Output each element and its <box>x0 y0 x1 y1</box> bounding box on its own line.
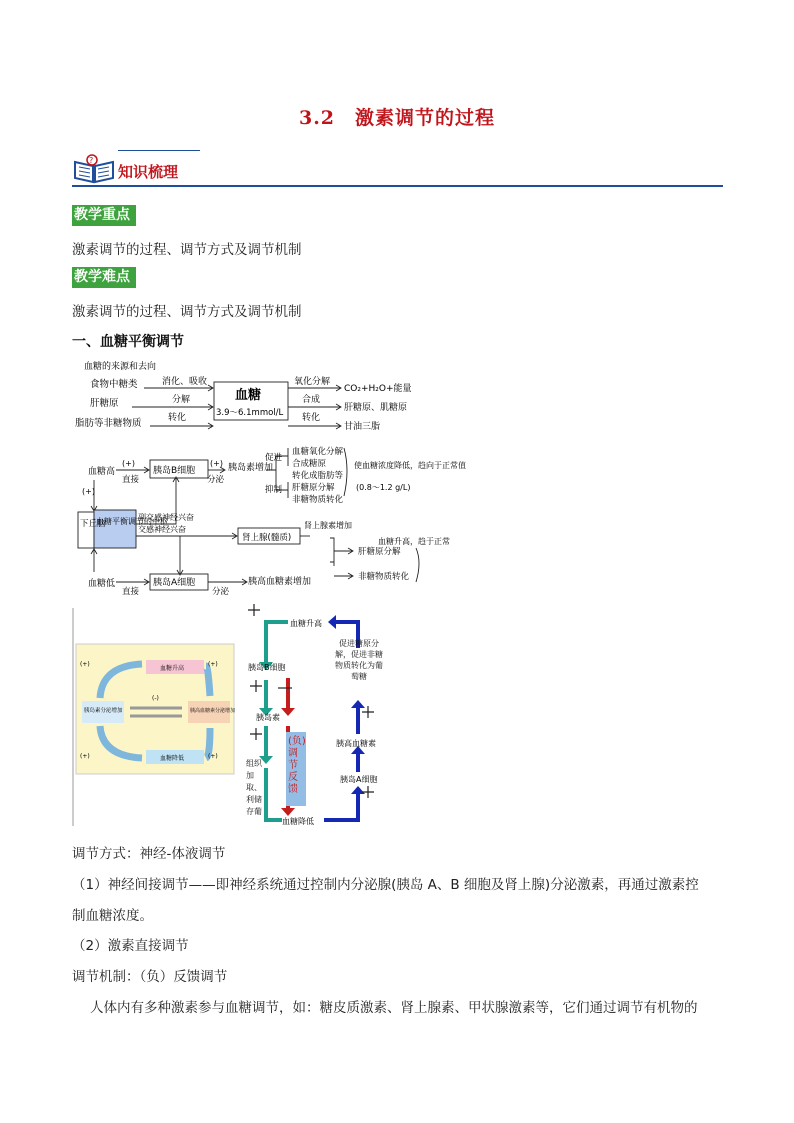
d4-top: 血糖升高 <box>290 619 322 628</box>
d2-alpha: 胰岛A细胞 <box>153 578 196 588</box>
d1-src-0: 食物中糖类 <box>90 379 138 390</box>
d1-header: 血糖的来源和去向 <box>84 362 157 372</box>
d2-ii-1: 非糖物质转化 <box>292 495 344 505</box>
svg-text:?: ? <box>89 156 94 165</box>
d3-minus: (-) <box>152 695 159 702</box>
d2-plus-3: (+) <box>82 487 95 496</box>
d2-direct-1: 直接 <box>122 475 140 485</box>
d2-glucagon: 胰高血糖素增加 <box>248 577 312 587</box>
d2-adrenal: 肾上腺(髓质) <box>242 533 292 543</box>
d2-sym: 交感神经兴奋 <box>138 525 186 534</box>
d1-range: 3.9～6.1mmol/L <box>216 408 284 418</box>
d2-plus-1: (+) <box>122 459 135 468</box>
key-point-tag: 教学重点 <box>72 205 136 226</box>
d4-right-text: 促进糖原分解，促进非糖物质转化为葡萄糖 <box>335 639 383 681</box>
d2-inhibit: 抑制 <box>265 485 283 495</box>
d3-plus-1: (+) <box>80 661 90 668</box>
d3-plus-2: (+) <box>208 661 218 668</box>
d2-high: 血糖高 <box>88 467 116 477</box>
d1-out-proc-0: 氧化分解 <box>294 377 331 387</box>
regulation-mode: 调节方式：神经-体液调节 <box>72 846 226 862</box>
d2-pi-1: 合成糖原 <box>292 459 327 469</box>
section-rule-top <box>118 150 200 151</box>
d2-parasym: 副交感神经兴奋 <box>138 513 194 522</box>
paragraph-1a: （1）神经间接调节——即神经系统通过控制内分泌腺(胰岛 A、B 细胞及肾上腺)分泌激素，再通过激素控 <box>72 877 699 893</box>
key-point-text: 激素调节的过程、调节方式及调节机制 <box>72 242 302 258</box>
section-rule <box>72 185 723 187</box>
d1-src-1: 肝糖原 <box>90 398 119 409</box>
d3-plus-3: (+) <box>80 753 90 760</box>
regulation-mechanism: 调节机制：（负）反馈调节 <box>72 969 228 985</box>
d2-low: 血糖低 <box>88 579 116 589</box>
d2-result-down: 使血糖浓度降低，趋向于正常值 <box>354 461 466 470</box>
heading-glucose-regulation: 一、血糖平衡调节 <box>72 334 184 350</box>
d3-plus-4: (+) <box>208 753 218 760</box>
d4-glucagon: 胰高血糖素 <box>336 739 376 748</box>
d2-promote: 促进 <box>265 453 283 463</box>
book-icon <box>72 154 116 188</box>
difficult-point-text: 激素调节的过程、调节方式及调节机制 <box>72 304 302 320</box>
d4-left-text: 组织加取、利储存葡 <box>246 759 262 816</box>
d4-alpha: 胰岛A细胞 <box>340 775 378 784</box>
difficult-point-tag: 教学难点 <box>72 267 136 288</box>
paragraph-3: 人体内有多种激素参与血糖调节，如：糖皮质激素、肾上腺素、甲状腺激素等，它们通过调节有机物的 <box>90 1000 698 1016</box>
d2-pi-2: 转化成脂肪等 <box>292 471 344 481</box>
d2-range: (0.8～1.2 g/L) <box>356 483 411 492</box>
d3-fall: 血糖降低 <box>160 755 185 762</box>
d1-center: 血糖 <box>235 388 262 403</box>
d2-hypothalamus: 下丘脑 <box>80 519 106 529</box>
d2-ii-0: 肝糖原分解 <box>292 483 335 493</box>
section-title: 知识梳理 <box>118 163 179 181</box>
d1-out-2: 甘油三脂 <box>344 422 381 432</box>
d1-out-proc-2: 转化 <box>302 413 321 423</box>
d1-src-2: 脂肪等非糖物质 <box>75 418 142 429</box>
d2-center: 血糖平衡调节的中枢 <box>96 517 168 526</box>
d3-glucagon: 胰高血糖素分泌增加 <box>190 708 236 714</box>
d2-beta: 胰岛B细胞 <box>153 466 196 476</box>
d4-bottom: 血糖降低 <box>282 817 314 826</box>
d1-out-proc-1: 合成 <box>302 395 321 405</box>
d4-feedback: (负)调节反馈 <box>288 736 306 795</box>
d4-insulin: 胰岛素 <box>256 713 280 722</box>
d2-secrete-1: 分泌 <box>207 475 225 485</box>
d2-direct-2: 直接 <box>122 587 140 597</box>
d2-insulin: 胰岛素增加 <box>228 463 274 473</box>
glucose-source-fate-diagram <box>72 356 422 434</box>
d2-secrete-2: 分泌 <box>212 587 230 597</box>
d2-p2-1: 非糖物质转化 <box>358 572 410 582</box>
glucose-cycle-figure <box>72 608 240 828</box>
d2-p2-0: 肝糖原分解 <box>358 547 401 557</box>
d1-proc-2: 转化 <box>168 413 187 423</box>
d1-proc-0: 消化、吸收 <box>162 377 208 387</box>
d4-beta: 胰岛B细胞 <box>248 663 286 672</box>
d3-insulin: 胰岛素分泌增加 <box>84 708 123 714</box>
d3-rise: 血糖升高 <box>160 665 185 672</box>
feedback-figure <box>244 608 394 830</box>
d1-out-0: CO₂+H₂O+能量 <box>344 384 412 394</box>
d2-result-up: 血糖升高，趋于正常 <box>378 537 450 546</box>
paragraph-2: （2）激素直接调节 <box>72 938 189 954</box>
d2-pi-0: 血糖氧化分解 <box>292 447 344 457</box>
d2-plus-2: (+) <box>210 459 223 468</box>
paragraph-1b: 制血糖浓度。 <box>72 908 153 924</box>
d1-out-1: 肝糖原、肌糖原 <box>344 403 408 413</box>
neuro-humoral-diagram <box>72 444 466 602</box>
d2-adrenaline: 肾上腺素增加 <box>304 521 352 530</box>
page-title: 3.2 激素调节的过程 <box>298 107 496 129</box>
d1-proc-1: 分解 <box>172 395 191 405</box>
